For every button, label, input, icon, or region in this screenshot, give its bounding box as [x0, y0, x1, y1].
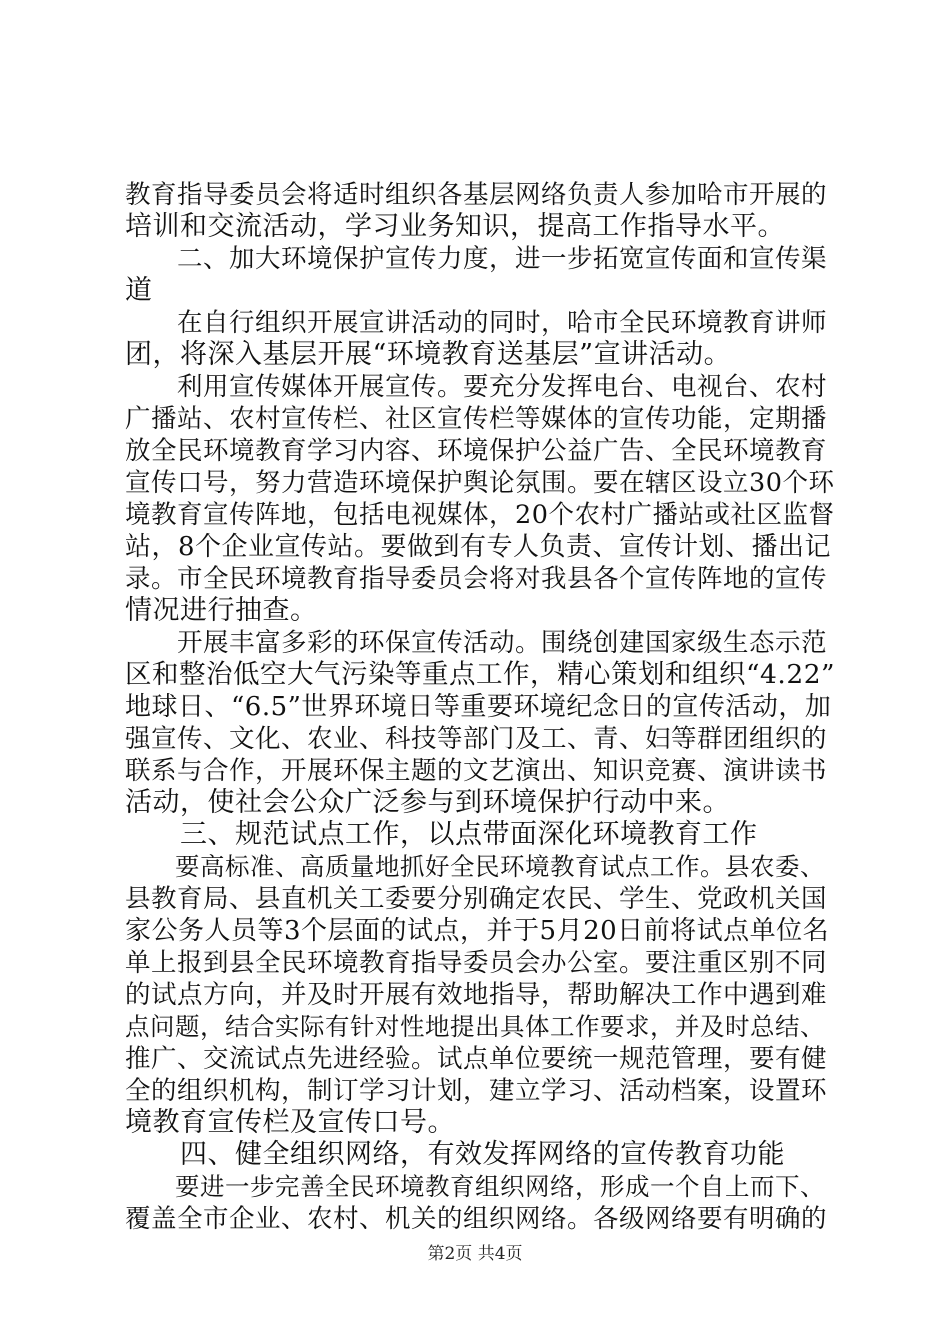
- text-line: 活动，使社会公众广泛参与到环境保护行动中来。: [125, 787, 730, 818]
- text-line: 在自行组织开展宣讲活动的同时，哈市全民环境教育讲师: [125, 308, 828, 338]
- text-line: 要进一步完善全民环境教育组织网络，形成一个自上而下、: [125, 1172, 825, 1201]
- text-line: 培训和交流活动，学习业务知识，提高工作指导水平。: [125, 211, 785, 242]
- text-line: 站，8个企业宣传站。要做到有专人负责、宣传计划、播出记: [125, 532, 832, 562]
- text-line: 情况进行抽查。: [125, 595, 318, 626]
- text-line: 开展丰富多彩的环保宣传活动。围绕创建国家级生态示范: [125, 628, 828, 658]
- text-line: 地球日、“6.5”世界环境日等重要环境纪念日的宣传活动，加: [125, 692, 832, 722]
- text-line: 联系与合作，开展环保主题的文艺演出、知识竞赛、演讲读书: [125, 756, 828, 786]
- section-heading-4: 四、健全组织网络，有效发挥网络的宣传教育功能: [125, 1139, 785, 1170]
- text-line: 强宣传、文化、农业、科技等部门及工、青、妇等群团组织的: [125, 724, 828, 754]
- text-line: 覆盖全市企业、农村、机关的组织网络。各级网络要有明确的: [125, 1204, 828, 1234]
- text-line: 道: [125, 275, 153, 306]
- text-line: 的试点方向，并及时开展有效地指导，帮助解决工作中遇到难: [125, 980, 828, 1010]
- text-line: 县教育局、县直机关工委要分别确定农民、学生、党政机关国: [125, 884, 828, 914]
- text-line: 点问题，结合实际有针对性地提出具体工作要求，并及时总结、: [125, 1012, 825, 1041]
- text-line: 区和整治低空大气污染等重点工作，精心策划和组织“4.22”: [125, 659, 836, 690]
- text-line: 境教育宣传栏及宣传口号。: [125, 1107, 455, 1138]
- text-line: 广播站、农村宣传栏、社区宣传栏等媒体的宣传功能，定期播: [125, 404, 828, 434]
- page-number-footer: 第2页 共4页: [427, 1244, 523, 1264]
- text-line: 宣传口号，努力营造环境保护舆论氛围。要在辖区设立30个环: [125, 468, 835, 498]
- text-line: 要高标准、高质量地抓好全民环境教育试点工作。县农委、: [125, 852, 825, 881]
- text-line: 境教育宣传阵地，包括电视媒体，20个农村广播站或社区监督: [125, 500, 835, 530]
- text-line: 全的组织机构，制订学习计划，建立学习、活动档案，设置环: [125, 1076, 828, 1106]
- text-line: 团，将深入基层开展“环境教育送基层”宣讲活动。: [125, 339, 732, 370]
- text-line: 推广、交流试点先进经验。试点单位要统一规范管理，要有健: [125, 1044, 828, 1074]
- section-heading-2: 二、加大环境保护宣传力度，进一步拓宽宣传面和宣传渠: [125, 244, 828, 274]
- text-line: 放全民环境教育学习内容、环境保护公益广告、全民环境教育: [125, 436, 828, 466]
- text-line: 利用宣传媒体开展宣传。要充分发挥电台、电视台、农村: [125, 372, 828, 402]
- text-line: 教育指导委员会将适时组织各基层网络负责人参加哈市开展的: [125, 180, 828, 210]
- text-line: 单上报到县全民环境教育指导委员会办公室。要注重区别不同: [125, 948, 828, 978]
- text-line: 家公务人员等3个层面的试点，并于5月20日前将试点单位名: [125, 916, 830, 946]
- text-line: 录。市全民环境教育指导委员会将对我县各个宣传阵地的宣传: [125, 564, 828, 594]
- section-heading-3: 三、规范试点工作，以点带面深化环境教育工作: [125, 819, 758, 850]
